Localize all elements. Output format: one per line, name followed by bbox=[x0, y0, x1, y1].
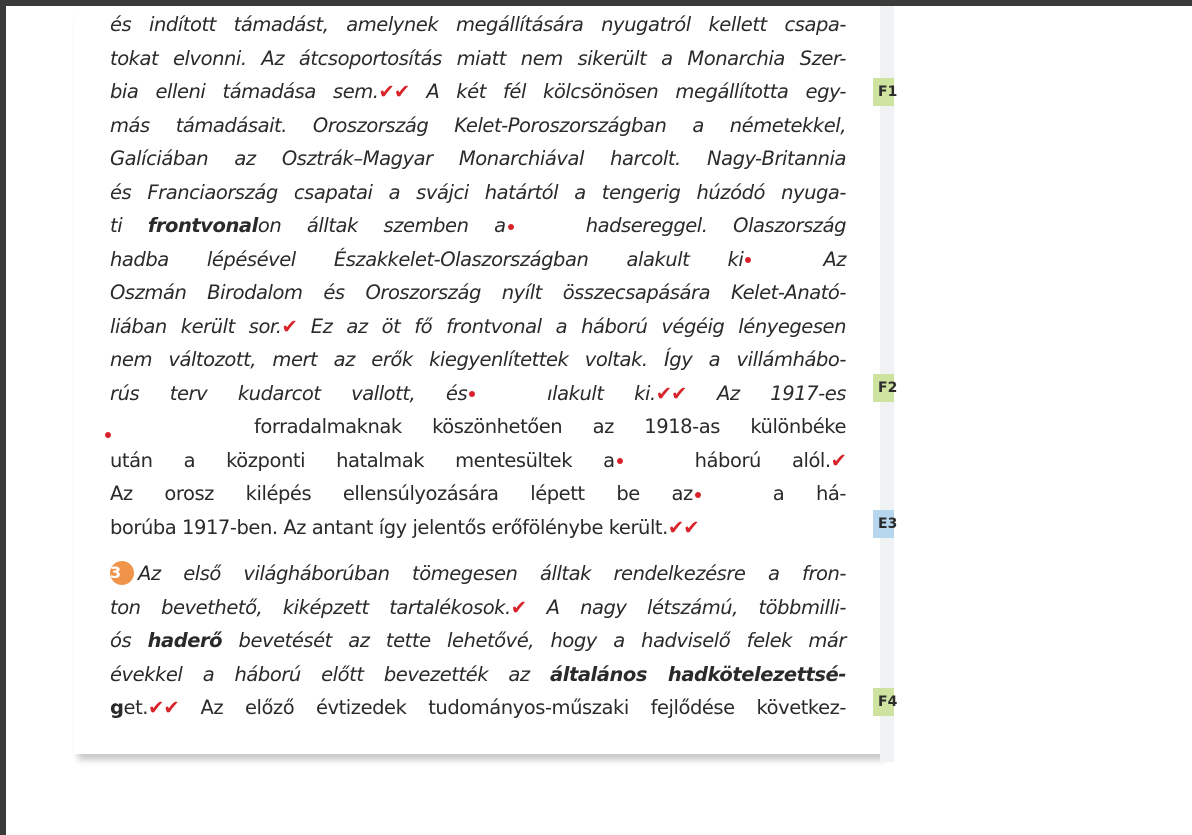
text-run: A két fél kölcsönösen megállította egy- bbox=[409, 80, 846, 103]
bold-term: g bbox=[110, 696, 124, 719]
text-line bbox=[110, 8, 846, 42]
text-run: ılakult ki. bbox=[547, 381, 656, 405]
text-line bbox=[110, 176, 846, 210]
text-run: Az 1917-es bbox=[686, 381, 846, 405]
blank-marker-dot bbox=[745, 257, 751, 263]
blank-marker-dot bbox=[469, 391, 475, 397]
text-run: on álltak szemben a bbox=[257, 214, 506, 237]
check-mark: ✔✔ bbox=[655, 381, 687, 405]
text-run: bia elleni támadása sem. bbox=[110, 80, 379, 103]
text-run: tokat elvonni. Az átcsoportosítás miatt nem sikerült a Monarchia Szer- bbox=[110, 46, 846, 70]
bold-term: általános hadkötelezettsé- bbox=[550, 662, 846, 686]
text-run: Galíciában az Osztrák–Magyar Monarchiával harcolt. Nagy-Britannia bbox=[110, 147, 846, 170]
check-mark: ✔✔ bbox=[148, 696, 179, 719]
text-run: rús terv kudarcot vallott, és bbox=[110, 381, 468, 405]
text-run: Oszmán Birodalom és Oroszország nyílt összecsapására Kelet-Anató- bbox=[110, 281, 846, 304]
text-run: A nagy létszámú, többmilli- bbox=[526, 595, 846, 619]
document-text bbox=[110, 8, 846, 725]
text-run: Ez az öt fő frontvonal a háború végéig lényegesen bbox=[296, 314, 847, 338]
text-line bbox=[110, 310, 846, 344]
text-run: ti bbox=[110, 214, 148, 237]
text-line bbox=[110, 557, 846, 591]
text-run: és indított támadást, amelynek megállítására nyugatról kellett csapa- bbox=[110, 13, 846, 36]
text-run: és Franciaország csapatai a svájci határtól a tengerig húzódó nyuga- bbox=[110, 180, 846, 204]
text-run: ós bbox=[110, 629, 148, 652]
text-line bbox=[110, 377, 846, 411]
text-line bbox=[110, 658, 846, 692]
text-line bbox=[110, 511, 846, 545]
blank-marker-dot bbox=[105, 432, 111, 438]
text-run: évekkel a háború előtt bevezették az bbox=[110, 662, 550, 686]
text-run: liában került sor. bbox=[110, 314, 282, 338]
text-line bbox=[110, 209, 846, 243]
check-mark: ✔ bbox=[510, 595, 527, 619]
window-left-edge bbox=[0, 0, 6, 835]
text-line bbox=[110, 142, 846, 176]
text-line bbox=[110, 410, 846, 444]
text-run: után a központi hatalmak mentesültek a bbox=[110, 448, 615, 472]
text-run: Az orosz kilépés ellensúlyozására lépett be az bbox=[110, 482, 693, 505]
check-mark: ✔✔ bbox=[667, 515, 699, 539]
text-run: hadsereggel. Olaszország bbox=[585, 214, 846, 237]
text-line bbox=[110, 691, 846, 725]
text-run: hadba lépésével Északkelet-Olaszországban alakult ki bbox=[110, 247, 744, 271]
bold-term: haderő bbox=[147, 629, 223, 652]
text-run: forradalmaknak köszönhetően az 1918-as különbéke bbox=[254, 415, 846, 438]
check-mark: ✔ bbox=[281, 314, 297, 338]
text-line bbox=[110, 624, 846, 658]
blank-marker-dot bbox=[617, 458, 623, 464]
check-mark: ✔ bbox=[830, 448, 846, 472]
text-line bbox=[110, 243, 846, 277]
text-line bbox=[110, 42, 846, 76]
text-run: háború alól. bbox=[694, 448, 831, 472]
text-run: más támadásait. Oroszország Kelet-Poroszországban a németekkel, bbox=[110, 113, 846, 137]
margin-tag: F1 bbox=[873, 78, 894, 106]
text-line bbox=[110, 591, 846, 625]
text-line bbox=[110, 477, 846, 511]
check-mark: ✔✔ bbox=[378, 80, 410, 103]
text-line bbox=[110, 109, 846, 143]
text-run: borúba 1917-ben. Az antant így jelentős erőfölénybe került. bbox=[110, 515, 668, 539]
text-line bbox=[110, 444, 846, 478]
text-run: Az bbox=[823, 247, 846, 271]
margin-tag: F2 bbox=[873, 374, 894, 402]
margin-tag: F4 bbox=[873, 688, 894, 716]
text-run: nem változott, mert az erők kiegyenlítettek voltak. Így a villámhábo- bbox=[110, 348, 846, 371]
blank-marker-dot bbox=[695, 492, 701, 498]
text-run: et. bbox=[123, 696, 149, 719]
text-run: Az előző évtizedek tudományos-műszaki fejlődése következ- bbox=[178, 696, 846, 719]
text-run: a há- bbox=[772, 482, 846, 505]
blank-marker-dot bbox=[508, 224, 514, 230]
text-line bbox=[110, 276, 846, 310]
margin-tag: E3 bbox=[873, 510, 894, 538]
text-run: Az első világháborúban tömegesen álltak rendelkezésre a fron- bbox=[138, 562, 846, 585]
text-run: ton bevethető, kiképzett tartalékosok. bbox=[110, 595, 511, 619]
paragraph-gap bbox=[110, 544, 846, 557]
bold-term: frontvonal bbox=[147, 214, 258, 237]
text-run: bevetését az tette lehetővé, hogy a hadviselő felek már bbox=[222, 629, 846, 652]
text-line bbox=[110, 75, 846, 109]
paragraph-number-badge: 3 bbox=[110, 561, 134, 585]
text-line bbox=[110, 343, 846, 377]
